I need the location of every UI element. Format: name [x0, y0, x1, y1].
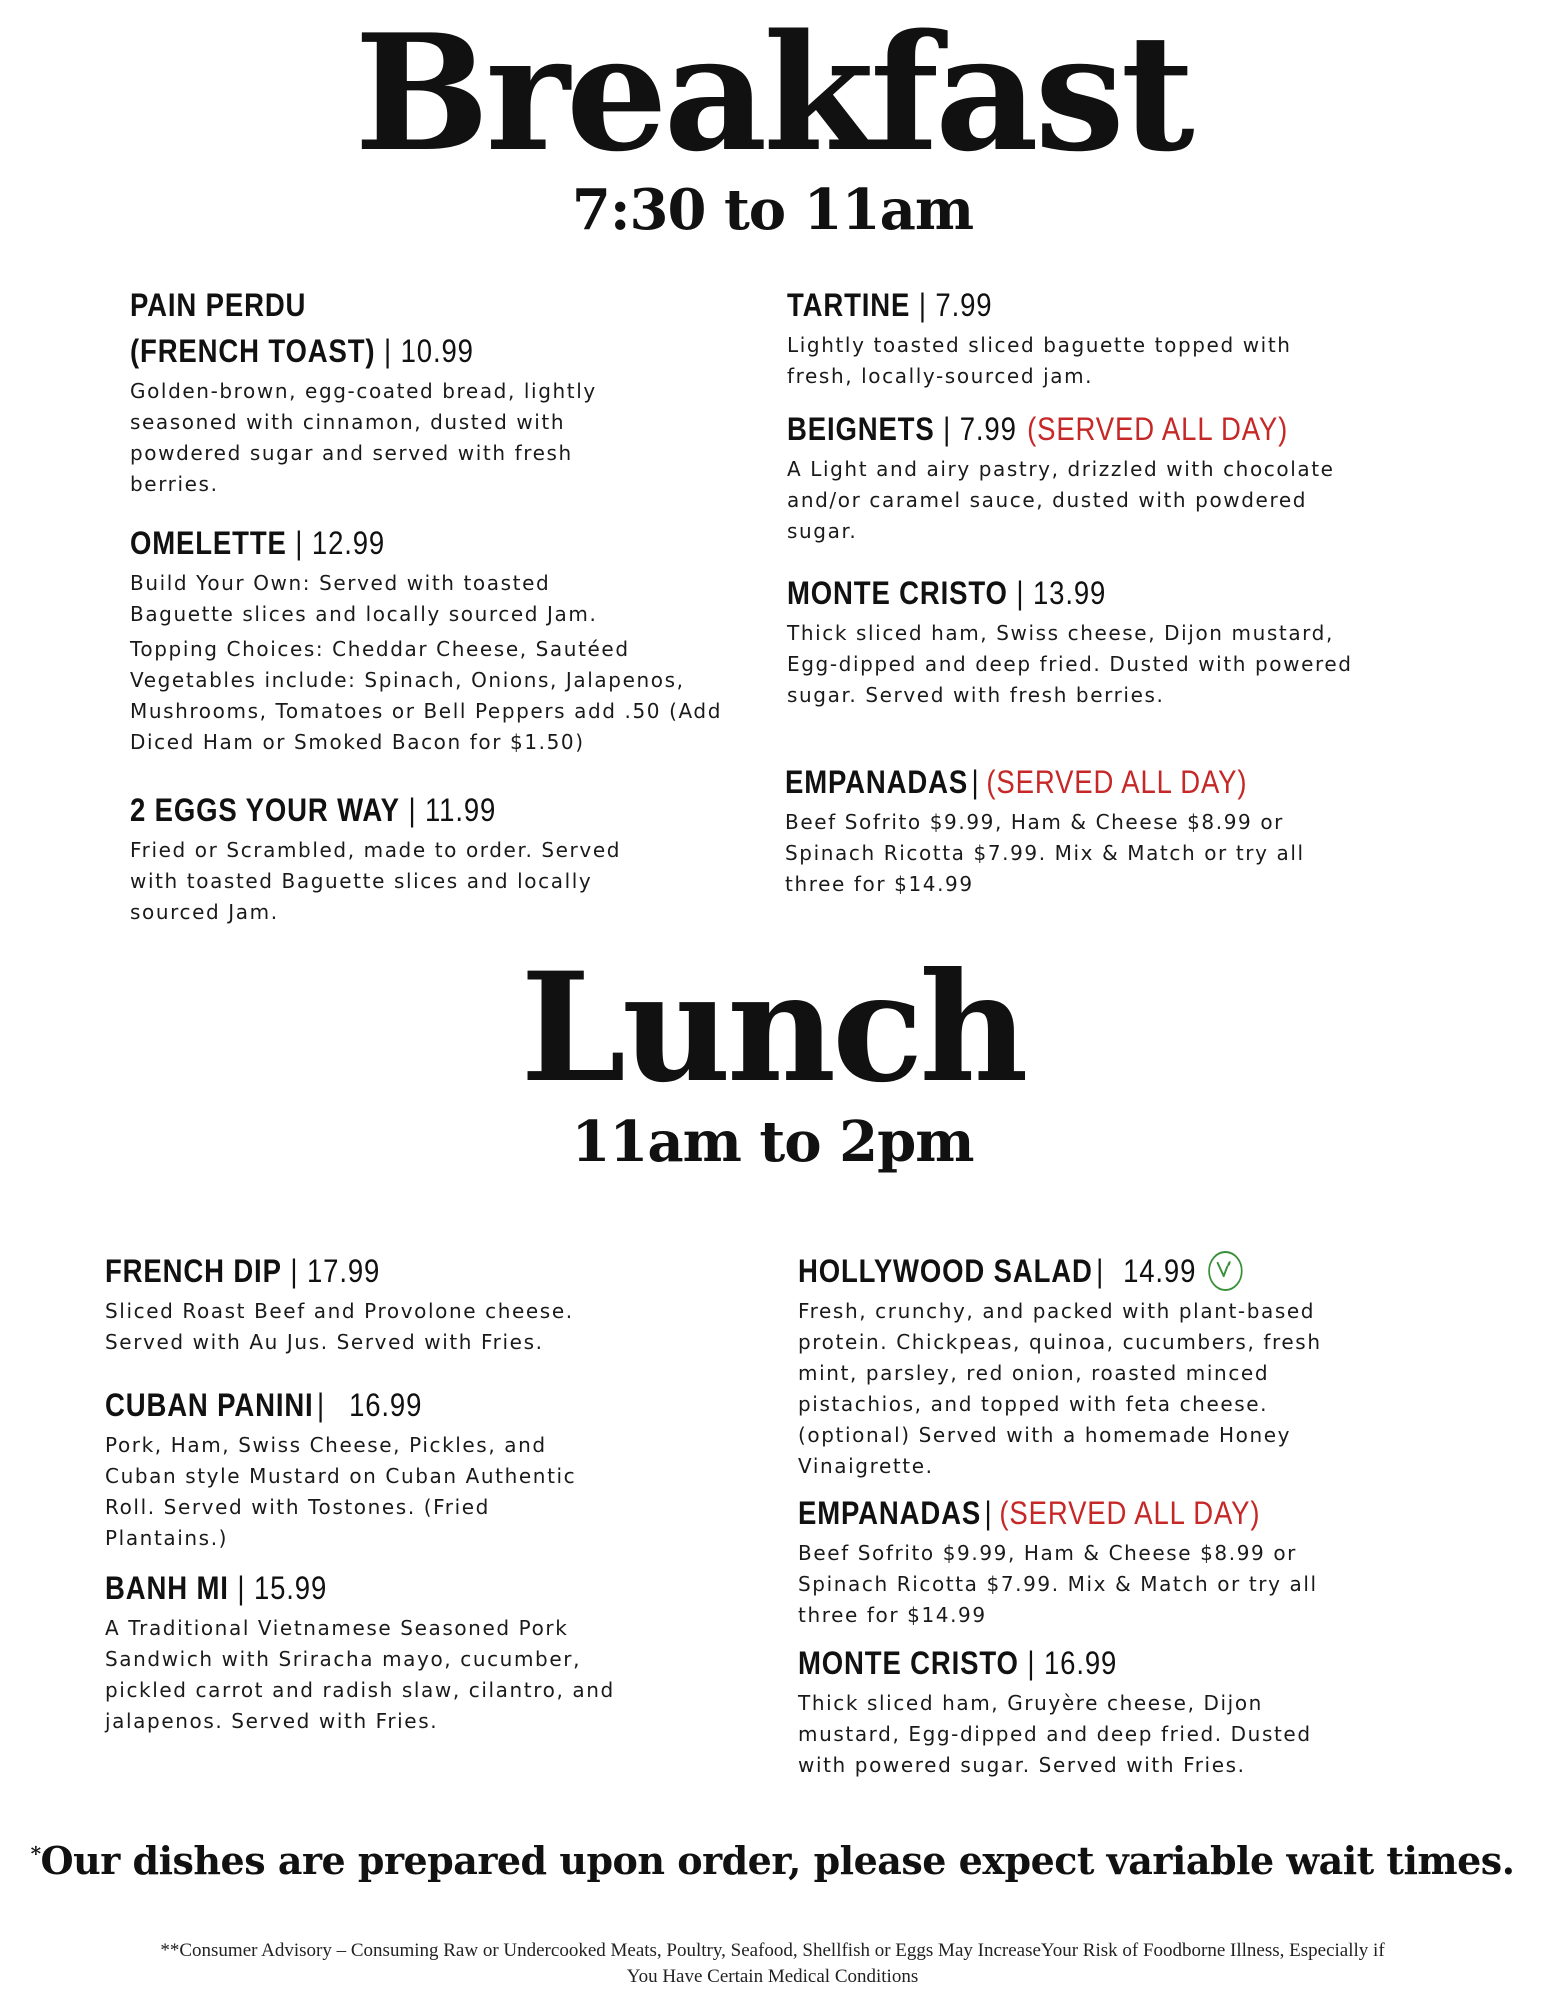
item-title — [130, 520, 646, 566]
wait-time-note — [0, 1838, 1545, 1883]
item-price: 11.99 — [425, 792, 497, 828]
item-title — [105, 1565, 587, 1611]
vegan-leaf-icon — [1208, 1251, 1242, 1291]
breakfast-hours: 7:30 to 11am — [571, 177, 974, 243]
menu-item-cuban-panini — [105, 1382, 665, 1554]
item-description: A Traditional Vietnamese Seasoned Pork Sandwich with Sriracha mayo, cucumber, pickled carrot and radish slaw, cilantro, and jalapenos. Served with Fries. — [105, 1616, 615, 1733]
menu-item-monte-cristo-lunch — [798, 1640, 1378, 1781]
item-description: Fried or Scrambled, made to order. Served with toasted Baguette slices and locally sourced Jam. — [130, 838, 622, 924]
separator: | — [408, 792, 417, 828]
separator: | — [971, 764, 980, 800]
menu-item-empanadas-lunch — [798, 1490, 1378, 1631]
item-title — [130, 787, 612, 833]
item-title — [105, 1248, 587, 1294]
item-title — [787, 570, 1286, 616]
item-title — [798, 1248, 1297, 1294]
item-description: Beef Sofrito $9.99, Ham & Cheese $8.99 or Spinach Ricotta $7.99. Mix & Match or try all three for $14.99 — [785, 810, 1305, 896]
item-description: Lightly toasted sliced baguette topped with fresh, locally-sourced jam. — [787, 333, 1292, 388]
separator: | — [984, 1495, 993, 1531]
item-title — [787, 406, 1289, 452]
separator: | — [943, 411, 952, 447]
menu-item-2-eggs — [130, 787, 690, 928]
separator: | — [295, 525, 304, 561]
item-description: Thick sliced ham, Gruyère cheese, Dijon mustard, Egg-dipped and deep fried. Dusted with powered sugar. Served with Fries. — [798, 1691, 1312, 1777]
item-name: OMELETTE — [130, 525, 287, 561]
separator: | — [317, 1387, 326, 1423]
item-toppings: Topping Choices: Cheddar Cheese, Sautéed Vegetables include: Spinach, Onions, Jalapenos, Mushrooms, Tomatoes or Bell Peppers add .50 (Add Diced Ham or Smoked Bacon for $1.50) — [130, 637, 723, 754]
item-price: 10.99 — [400, 333, 474, 369]
item-description: Thick sliced ham, Swiss cheese, Dijon mustard, Egg-dipped and deep fried. Dusted with powered sugar. Served with fresh berries. — [787, 621, 1353, 707]
menu-item-pain-perdu — [130, 282, 690, 500]
item-description: Sliced Roast Beef and Provolone cheese. Served with Au Jus. Served with Fries. — [105, 1299, 574, 1354]
item-price: 14.99 — [1123, 1253, 1197, 1289]
item-price: 16.99 — [1044, 1645, 1118, 1681]
asterisk-marker: * — [30, 1841, 41, 1866]
item-price: 13.99 — [1033, 575, 1107, 611]
item-title — [798, 1490, 1297, 1536]
wait-time-text: Our dishes are prepared upon order, please expect variable wait times. — [40, 1838, 1515, 1883]
lunch-title: Lunch — [520, 940, 1025, 1116]
separator: | — [1016, 575, 1025, 611]
menu-item-tartine — [787, 282, 1367, 392]
item-title — [105, 1382, 587, 1428]
item-name: 2 EGGS YOUR WAY — [130, 792, 400, 828]
consumer-advisory: **Consumer Advisory – Consuming Raw or Undercooked Meats, Poultry, Seafood, Shellfish or Eggs May IncreaseYour Risk of Foodborne Illness, Especially if You Have Certain Medical Conditions — [160, 1940, 1385, 1987]
item-title — [785, 759, 1284, 805]
item-name: BEIGNETS — [787, 411, 935, 447]
item-price: 15.99 — [253, 1570, 328, 1606]
menu-item-omelette — [130, 520, 730, 758]
item-title — [798, 1640, 1297, 1686]
item-description: Fresh, crunchy, and packed with plant-based protein. Chickpeas, quinoa, cucumbers, fresh mint, parsley, red onion, roasted minced pistachios, and topped with feta cheese. (optional) Served with a homemade Honey Vinaigrette. — [798, 1299, 1322, 1478]
item-price: 12.99 — [311, 525, 386, 561]
item-name: MONTE CRISTO — [798, 1645, 1019, 1681]
item-name: CUBAN PANINI — [105, 1387, 314, 1423]
menu-item-monte-cristo — [787, 570, 1367, 711]
item-name: HOLLYWOOD SALAD — [798, 1253, 1093, 1289]
served-all-day-note: (SERVED ALL DAY) — [1027, 411, 1289, 447]
separator: | — [1027, 1645, 1036, 1681]
item-name: (FRENCH TOAST) — [130, 333, 376, 369]
separator: | — [237, 1570, 246, 1606]
separator: | — [1096, 1253, 1105, 1289]
item-name: MONTE CRISTO — [787, 575, 1008, 611]
separator: | — [918, 287, 927, 323]
breakfast-title: Breakfast — [354, 0, 1191, 187]
item-title — [130, 328, 612, 374]
item-title — [787, 282, 1286, 328]
item-price: 16.99 — [349, 1387, 423, 1423]
menu-item-banh-mi — [105, 1565, 665, 1737]
item-name: EMPANADAS — [798, 1495, 982, 1531]
item-title — [130, 282, 612, 328]
item-description: A Light and airy pastry, drizzled with chocolate and/or caramel sauce, dusted with powdered sugar. — [787, 457, 1335, 543]
menu-item-empanadas — [785, 759, 1365, 900]
item-price: 7.99 — [935, 287, 993, 323]
separator: | — [384, 333, 393, 369]
item-name: BANH MI — [105, 1570, 229, 1606]
separator: | — [290, 1253, 299, 1289]
menu-item-french-dip — [105, 1248, 665, 1358]
menu-item-beignets — [787, 406, 1367, 547]
item-price: 7.99 — [959, 411, 1017, 447]
item-name: PAIN PERDU — [130, 287, 307, 323]
item-price: 17.99 — [306, 1253, 381, 1289]
item-name: FRENCH DIP — [105, 1253, 282, 1289]
item-name: EMPANADAS — [785, 764, 969, 800]
item-description: Beef Sofrito $9.99, Ham & Cheese $8.99 or Spinach Ricotta $7.99. Mix & Match or try all three for $14.99 — [798, 1541, 1318, 1627]
item-description: Build Your Own: Served with toasted Baguette slices and locally sourced Jam. — [130, 571, 598, 626]
lunch-hours: 11am to 2pm — [571, 1109, 974, 1175]
item-name: TARTINE — [787, 287, 911, 323]
served-all-day-note: (SERVED ALL DAY) — [999, 1495, 1261, 1531]
served-all-day-note: (SERVED ALL DAY) — [986, 764, 1248, 800]
menu-item-hollywood-salad — [798, 1248, 1378, 1482]
item-description: Pork, Ham, Swiss Cheese, Pickles, and Cuban style Mustard on Cuban Authentic Roll. Served with Tostones. (Fried Plantains.) — [105, 1433, 577, 1550]
item-description: Golden-brown, egg-coated bread, lightly seasoned with cinnamon, dusted with powdered sugar and served with fresh berries. — [130, 379, 597, 496]
